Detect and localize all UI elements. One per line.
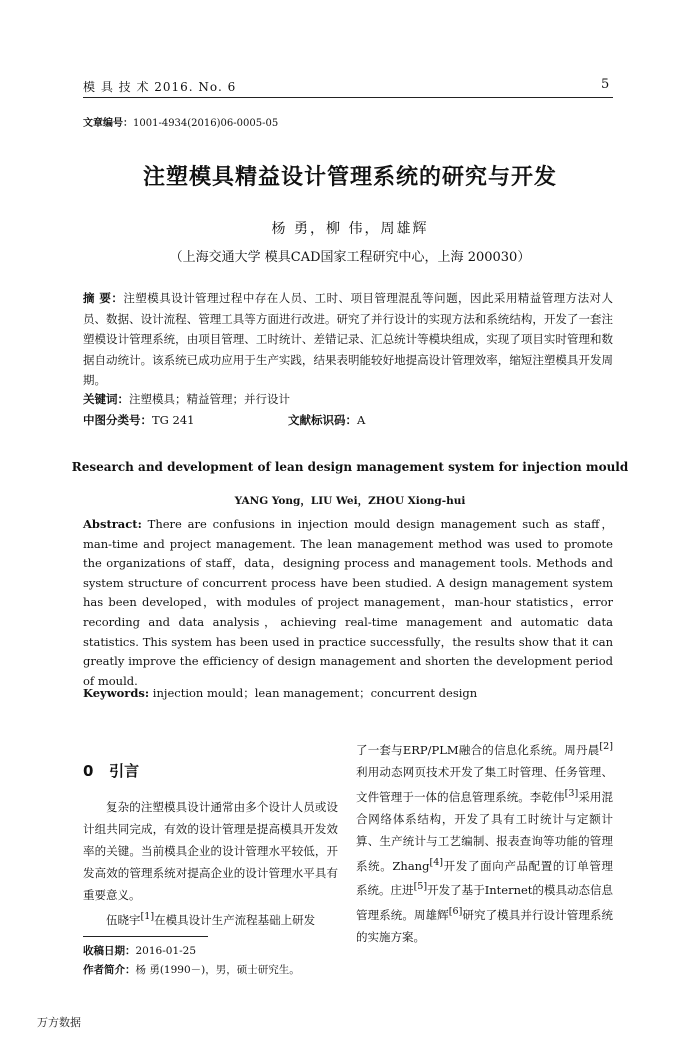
header-rule <box>83 97 613 98</box>
abstract-en-text: There are confusions in injection mould design management such as staff，man-time and project management. The lean management method was used to promote the organizations of staff，data，designing process and management tools. Methods and system structure of concurrent process have been studied. A design management system has been developed，with modules of project management，man-hour statistics，error recording and data analysis，achieving real-time management and automatic data statistics. This system has been used in practice successfully，the results show that it can greatly improve the efficiency of design management and shorten the development period of mould. <box>83 517 614 688</box>
body-text: 采用混合网络体系结构，开发了具有工时统计与定额计算、生产统计与工艺编制、报表查询等功能的管理系统。Zhang <box>356 789 614 873</box>
classification-label: 中图分类号： <box>83 413 152 427</box>
classification <box>83 412 194 428</box>
body-paragraph <box>83 906 338 931</box>
document-code-label: 文献标识码： <box>288 413 357 427</box>
body-text: 研究了模具并行设计管理系统的实施方案。 <box>356 908 614 945</box>
article-number-label: 文章编号： <box>83 118 133 129</box>
body-right-column <box>356 736 613 948</box>
footnote-received <box>83 943 196 958</box>
keywords-en-text: injection mould；lean management；concurrent design <box>152 686 478 700</box>
footnote-rule <box>83 936 208 937</box>
abstract-en-label: Abstract: <box>83 517 142 531</box>
article-number-value: 1001-4934(2016)06-0005-05 <box>133 118 279 129</box>
footnote-author <box>83 962 300 977</box>
title-cn: 注塑模具精益设计管理系统的研究与开发 <box>142 165 557 190</box>
title-en: Research and development of lean design management system for injection mould <box>71 460 629 474</box>
body-text: 了一套与ERP/PLM融合的信息化系统。周丹晨 <box>356 742 600 757</box>
body-paragraph <box>356 736 613 948</box>
abstract-cn-text: 注塑模具设计管理过程中存在人员、工时、项目管理混乱等问题，因此采用精益管理方法对人员、数据、设计流程、管理工具等方面进行改进。研究了并行设计的实现方法和系统结构，开发了一套注塑模设计管理系统，由项目管理、工时统计、差错记录、汇总统计等模块组成，实现了项目实时管理和数据自动统计。该系统已成功应用于生产实践，结果表明能较好地提高设计管理效率，缩短注塑模具开发周期。 <box>83 291 613 387</box>
section-heading <box>83 760 139 781</box>
citation-ref: [1] <box>140 911 155 922</box>
authors-en: YANG Yong，LIU Wei，ZHOU Xiong-hui <box>234 495 466 507</box>
keywords-cn <box>83 391 290 407</box>
body-text: 开发了基于Internet的模具动态信息管理系统。周雄辉 <box>356 883 613 923</box>
section-title: 引言 <box>109 762 140 780</box>
keywords-en <box>83 685 477 701</box>
body-paragraph: 复杂的注塑模具设计通常由多个设计人员或设计组共同完成，有效的设计管理是提高模具开发效率的关键。当前模具企业的设计管理水平较低，开发高效的管理系统对提高企业的设计管理水平具有重要意义。 <box>83 800 338 902</box>
body-text: 利用动态网页技术开发了集工时管理、任务管理、文件管理于一体的信息管理系统。李乾伟 <box>356 764 613 804</box>
body-text: 伍晓宇 <box>106 912 141 927</box>
keywords-cn-label: 关键词： <box>83 392 129 406</box>
keywords-cn-text: 注塑模具；精益管理；并行设计 <box>129 392 290 406</box>
citation-ref: [3] <box>564 787 579 799</box>
citation-ref: [6] <box>448 906 463 918</box>
body-left-column <box>83 796 338 931</box>
journal-header: 模 具 技 术 2016. No. 6 <box>83 80 237 94</box>
received-label: 收稿日期： <box>83 945 136 957</box>
received-value: 2016-01-25 <box>135 945 197 957</box>
classification-value: TG 241 <box>152 413 195 427</box>
citation-ref: [5] <box>413 881 428 893</box>
body-text: 在模具设计生产流程基础上研发 <box>154 912 316 927</box>
section-number: 0 <box>83 762 94 780</box>
watermark: 万方数据 <box>37 1016 81 1029</box>
affiliation-cn: （上海交通大学 模具CAD国家工程研究中心，上海 200030） <box>169 250 531 265</box>
abstract-en <box>83 515 613 691</box>
body-text: 开发了面向产品配置的订单管理系统。庄进 <box>356 858 613 898</box>
abstract-cn <box>83 288 613 391</box>
keywords-en-label: Keywords: <box>83 686 150 700</box>
authors-cn: 杨 勇，柳 伟，周雄辉 <box>271 221 429 237</box>
abstract-cn-label: 摘 要： <box>83 291 124 305</box>
document-code <box>288 412 365 428</box>
citation-ref: [2] <box>599 741 613 752</box>
author-bio-label: 作者简介： <box>83 964 136 976</box>
document-code-value: A <box>357 413 366 427</box>
author-bio-value: 杨 勇(1990－)，男，硕士研究生。 <box>135 964 300 976</box>
page-number: 5 <box>601 77 610 92</box>
citation-ref: [4] <box>429 856 444 868</box>
article-number <box>83 114 278 129</box>
